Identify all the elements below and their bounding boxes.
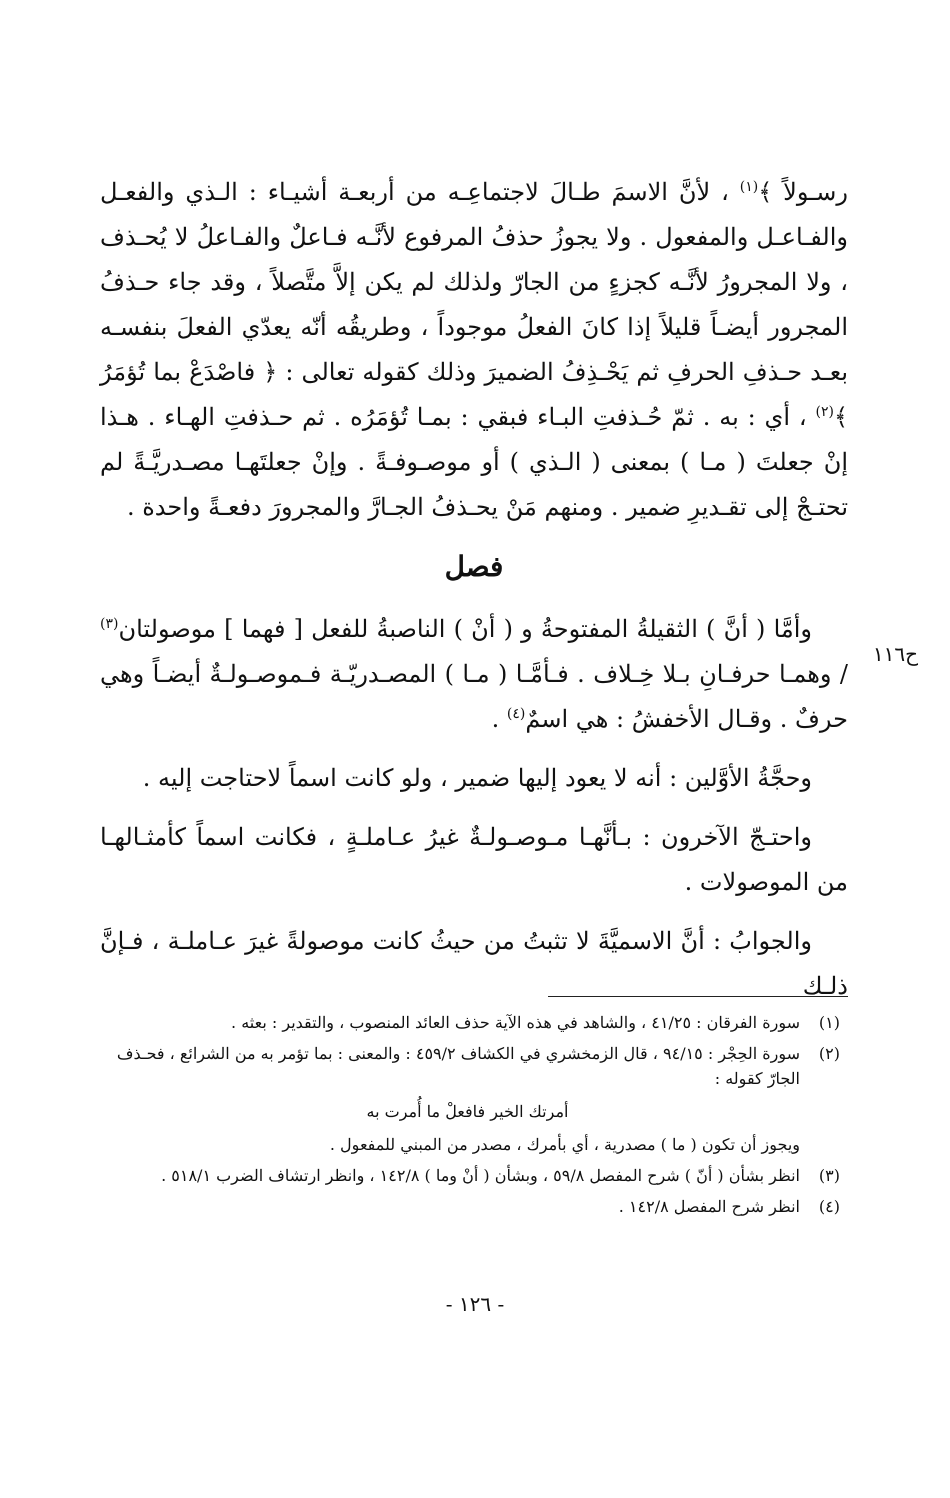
footnote-ref-2: (٢): [815, 404, 834, 420]
footnote-text: سورة الحِجْر : ٩٤/١٥ ، قال الزمخشري في الكشاف ٤٥٩/٢ : والمعنى : بما تؤمر به من الشرائع ، فحـذف الجارّ كقوله :: [116, 1044, 800, 1088]
footnote-2-continuation: ويجوز أن تكون ( ما ) مصدرية ، أي بأمرك ، مصدر من المبني للمفعول .: [329, 1135, 800, 1154]
footnote-number: (١): [818, 1013, 840, 1032]
footnote-2: [95, 1041, 840, 1091]
footnote-ref-1: (١): [739, 179, 759, 195]
footnote-number: (٢): [818, 1044, 840, 1063]
footnote-text: انظر شرح المفصل ١٤٢/٨ .: [618, 1197, 800, 1216]
paragraph-4: واحتـجّ الآخرون : بـأنَّهـا مـوصـولـةٌ غيرُ عـاملـةٍ ، فكانت اسماً كأمثـالهـا من الموصولات .: [100, 823, 848, 896]
page-number: - ١٢٦ -: [445, 1292, 505, 1316]
paragraph-2-end: .: [491, 705, 507, 733]
paragraph-5: والجوابُ : أنَّ الاسميَّةَ لا تثبتُ من حيثُ كانت موصولةً غيرَ عـاملـة ، فـإنَّ ذلـك: [100, 927, 848, 1000]
footnote-number: (٤): [818, 1197, 840, 1216]
paragraph-2: [100, 607, 848, 742]
footnote-3: [95, 1163, 840, 1188]
paragraph-3: وحجَّةُ الأوَّلين : أنه لا يعود إليها ضمير ، ولو كانت اسماً لاحتاجت إليه .: [142, 764, 812, 792]
paragraph-1-end: ، أي : به . ثمّ حُـذفتِ البـاء فبقي : بمـا تُؤمَرُه . ثم حـذفتِ الهـاء . هـذا إنْ جعلتَ ( مـا ) بمعنى ( الـذي ) أو موصـوفـةً . وإنْ جعلتَهـا مصـدريَّـةً لم تحتـجْ إلى تقـديرِ ضمير . ومنهم مَنْ يحـذفُ الجـارَّ والمجرورَ دفعـةً واحدة .: [100, 403, 848, 521]
footnote-text: سورة الفرقان : ٤١/٢٥ ، والشاهد في هذه الآية حذف العائد المنصوب ، والتقدير : بعثه .: [231, 1013, 800, 1032]
paragraph-1-middle: ، لأنَّ الاسمَ طـالَ لاجتماعِـه من أربعـة أشيـاء : الـذي والفعـل والفـاعـل والمفعول . ولا يجوزُ حذفُ المرفوع لأنَّـه فـاعلٌ والفـاعلُ لا يُحـذف ، ولا المجرورُ لأنَّـه كجزءٍ من الجارّ ولذلك لم يكن إلاَّ متَّصلاً ، وقد جاء حـذفُ المجرور أيضـاً قليلاً إذا كانَ الفعلُ موجوداً ، وطريقُه أنّه يعدّي الفعلَ بنفسـه بعـد حـذفِ الحرفِ ثم يَحْـذِفُ الضميرَ وذلك كقوله تعالى : ﴿ فاصْدَعْ بما تُؤمَرُ ﴾: [100, 178, 848, 431]
footnote-ref-4: (٤): [506, 706, 526, 722]
footnote-ref-3: (٣): [100, 616, 119, 632]
footnote-text: انظر بشأن ( أنّ ) شرح المفصل ٥٩/٨ ، وبشأن ( أنْ وما ) ١٤٢/٨ ، وانظر ارتشاف الضرب ٥١٨/١ .: [161, 1166, 800, 1185]
footnote-number: (٣): [818, 1166, 840, 1185]
footnote-1: [95, 1010, 840, 1035]
footnote-2-verse: أمرتك الخير فافعلْ ما أُمرت به: [366, 1102, 569, 1121]
section-heading: فصل: [444, 550, 504, 583]
margin-reference: ح١١٦: [872, 642, 918, 666]
paragraph-1: [100, 170, 848, 530]
footnote-divider: [548, 996, 848, 997]
footnote-4: [95, 1194, 840, 1219]
paragraph-1-start: رسـولاً ﴾: [758, 178, 848, 206]
paragraph-2-start: وأمَّا ( أنَّ ) الثقيلةُ المفتوحةُ و ( أنْ ) الناصبةُ للفعل [ فهما ] موصولتان: [118, 615, 812, 643]
paragraph-2-middle: / وهمـا حرفـانِ بـلا خِـلاف . فـأمَّـا ( مـا ) المصـدريّـة فـموصـولـةٌ أيضـاً وهي حرفٌ . وقـال الأخفشُ : هي اسمٌ: [100, 660, 848, 733]
main-text: [100, 170, 848, 1009]
footnotes: [95, 1010, 840, 1225]
